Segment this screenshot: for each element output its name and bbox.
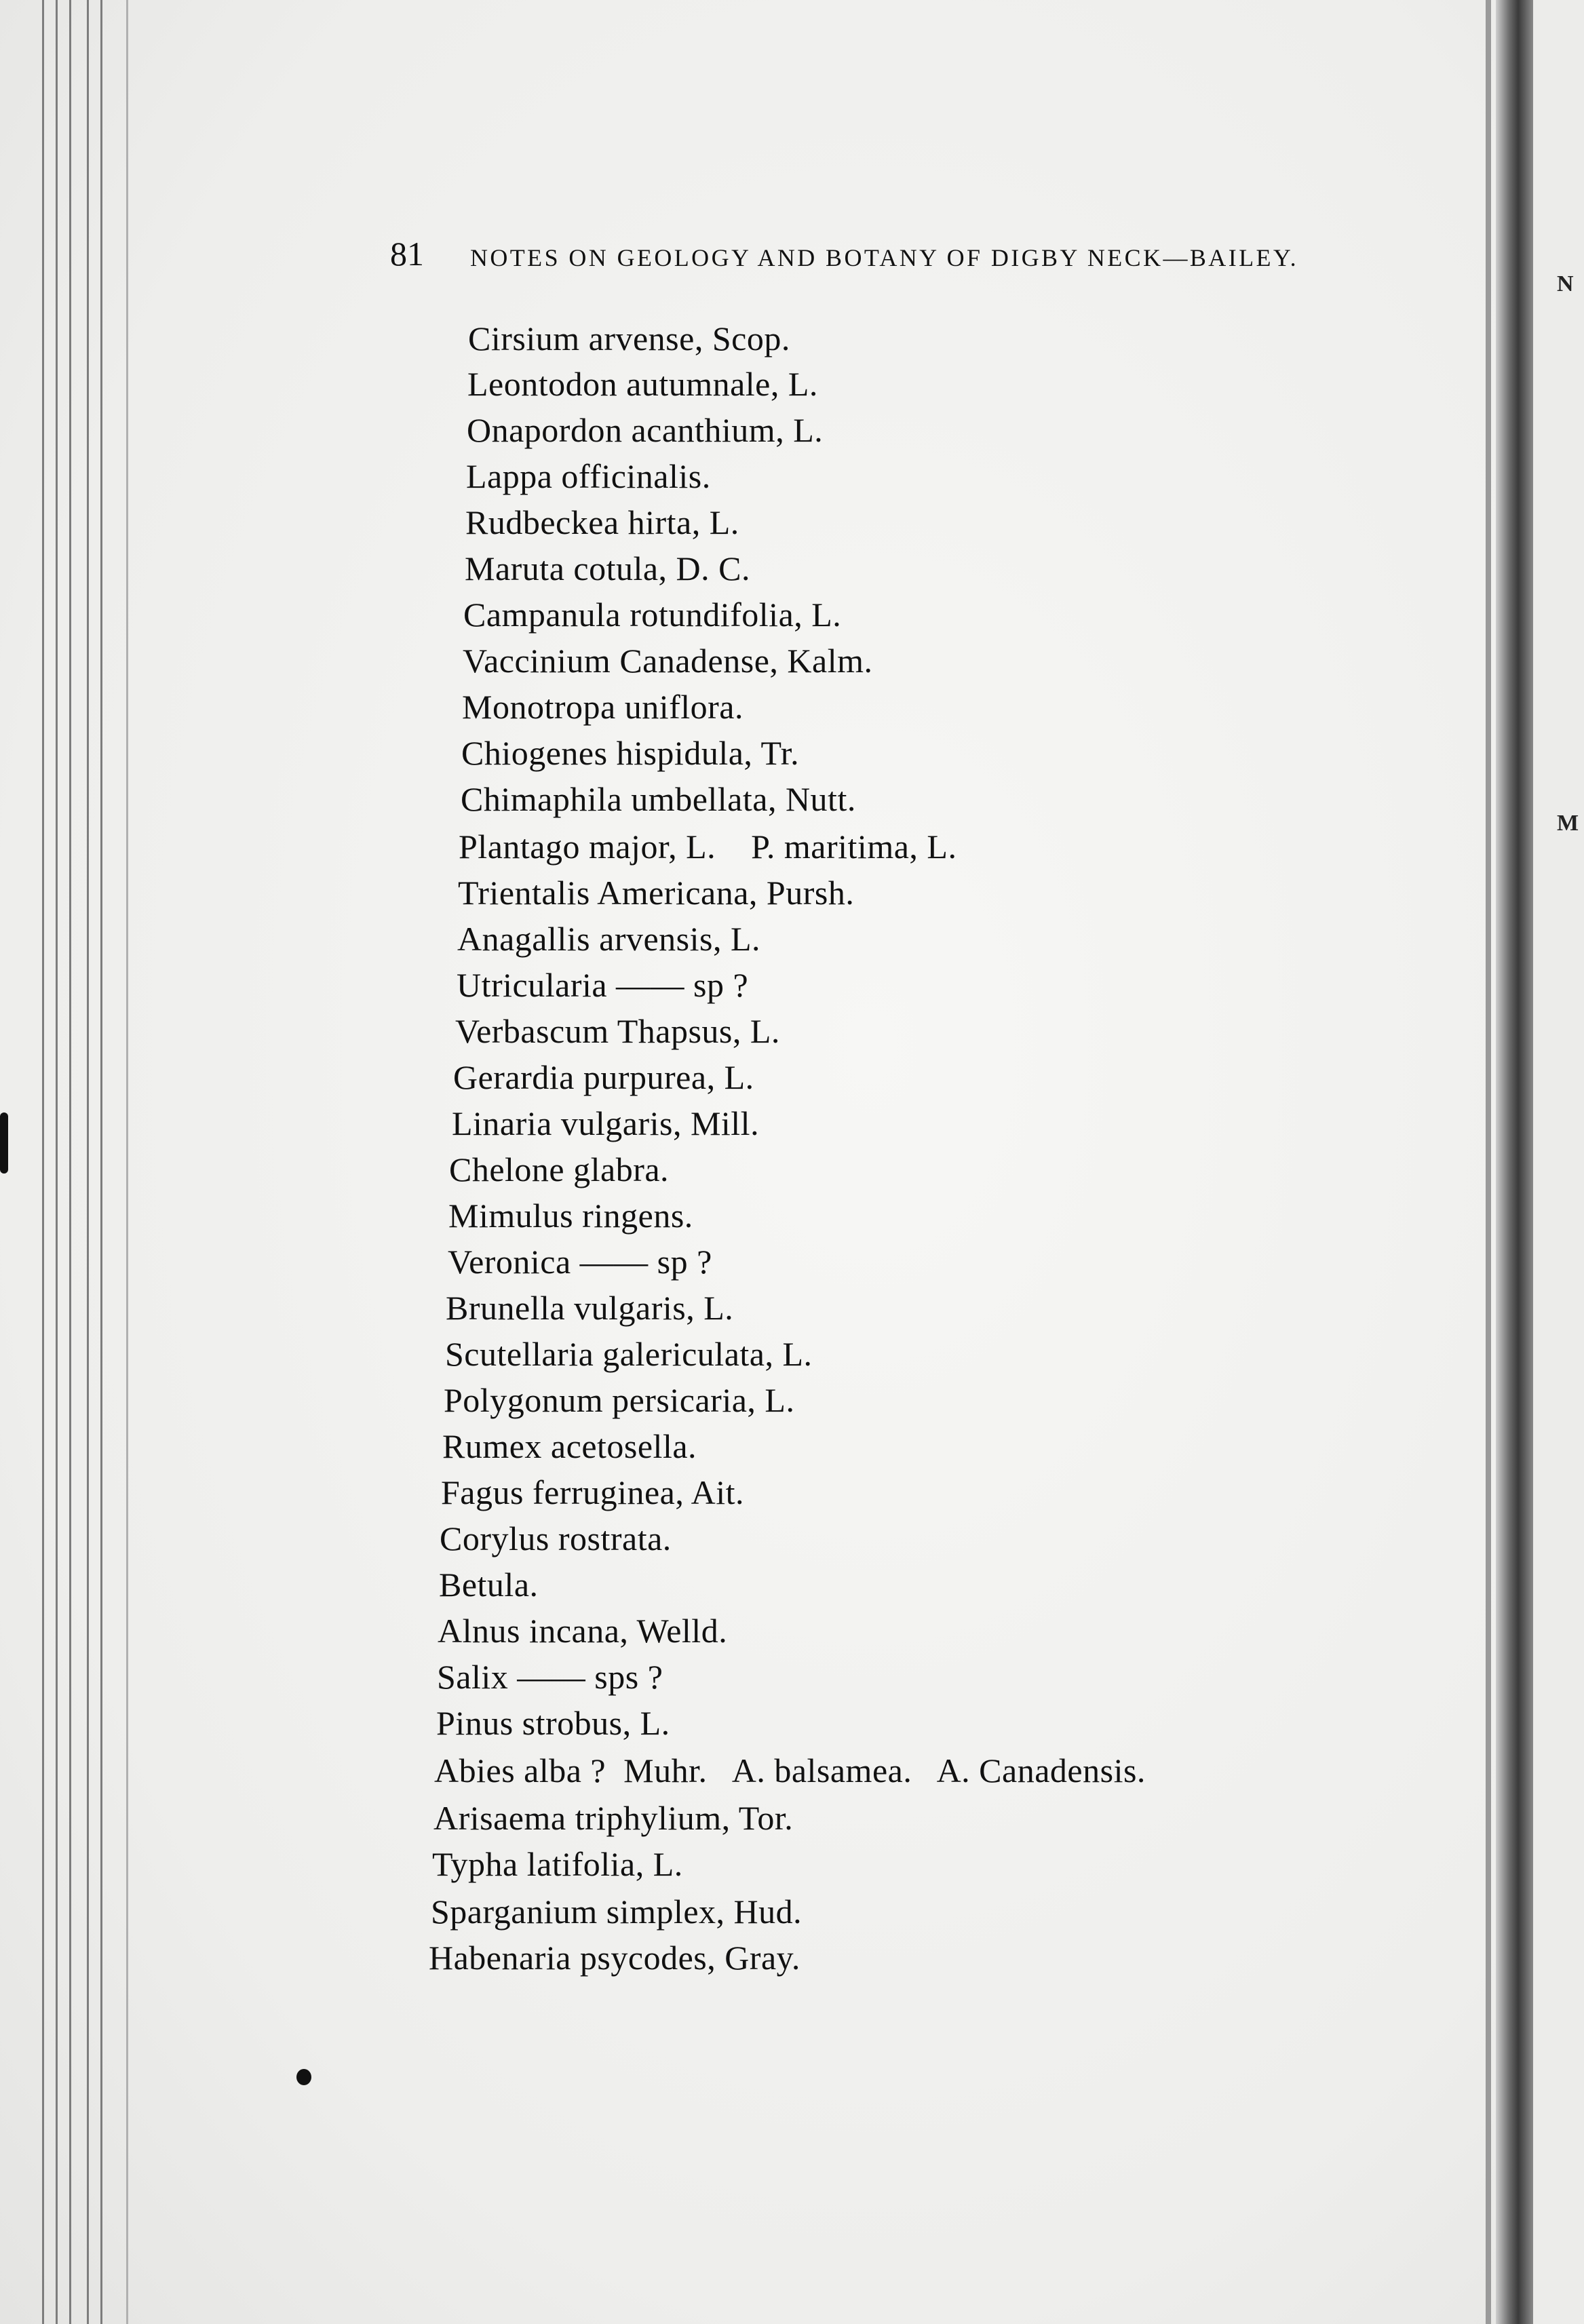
species-entry: Rudbeckea hirta, L. (465, 503, 739, 541)
facing-page-strip (1533, 0, 1584, 2324)
species-entry: Cirsium arvense, Scop. (468, 319, 790, 357)
page-edge-line (42, 0, 44, 2324)
species-entry: Veronica —— sp ? (448, 1243, 712, 1281)
species-entry: Utricularia —— sp ? (457, 966, 749, 1004)
species-entry: Campanula rotundifolia, L. (463, 596, 842, 634)
page-edge-line (69, 0, 71, 2324)
species-entry: Sparganium simplex, Hud. (431, 1893, 803, 1931)
species-entry: Fagus ferruginea, Ait. (441, 1473, 745, 1511)
page-edge-line (126, 0, 128, 2324)
stacked-page-edges (0, 0, 136, 2324)
species-entry: Habenaria psycodes, Gray. (429, 1939, 800, 1977)
species-entry: Abies alba ? Muhr. A. balsamea. A. Canadensis. (434, 1751, 1146, 1789)
species-entry: Maruta cotula, D. C. (465, 549, 751, 587)
species-entry: Monotropa uniflora. (462, 688, 743, 726)
species-entry: Chimaphila umbellata, Nutt. (461, 780, 856, 818)
facing-page-fragment: N (1557, 271, 1575, 296)
species-entry: Alnus incana, Welld. (438, 1612, 728, 1650)
species-entry: Chelone glabra. (449, 1150, 670, 1188)
species-entry: Leontodon autumnale, L. (467, 365, 818, 403)
species-entry: Salix —— sps ? (437, 1658, 663, 1696)
species-entry: Vaccinium Canadense, Kalm. (463, 642, 873, 680)
species-entry: Onapordon acanthium, L. (467, 411, 824, 449)
page-edge-line (100, 0, 102, 2324)
species-entry: Brunella vulgaris, L. (446, 1289, 734, 1327)
running-title: NOTES ON GEOLOGY AND BOTANY OF DIGBY NECK—BAILEY. (470, 244, 1299, 271)
species-entry: Polygonum persicaria, L. (444, 1381, 795, 1419)
species-entry: Typha latifolia, L. (432, 1845, 683, 1883)
species-entry: Chiogenes hispidula, Tr. (461, 734, 800, 772)
page-edge-line (87, 0, 89, 2324)
running-header (390, 234, 1482, 275)
book-gutter-shadow (1496, 0, 1533, 2324)
species-entry: Gerardia purpurea, L. (453, 1058, 754, 1096)
gutter-edge (1486, 0, 1491, 2324)
species-entry: Plantago major, L. P. maritima, L. (459, 828, 957, 866)
species-entry: Anagallis arvensis, L. (457, 920, 761, 958)
species-entry: Mimulus ringens. (448, 1197, 693, 1235)
ink-spot (0, 1112, 8, 1174)
species-entry: Scutellaria galericulata, L. (445, 1335, 813, 1373)
species-entry: Rumex acetosella. (442, 1427, 697, 1465)
ink-spot (296, 2069, 311, 2085)
species-entry: Linaria vulgaris, Mill. (452, 1104, 760, 1142)
species-entry: Trientalis Americana, Pursh. (458, 874, 855, 912)
species-entry: Arisaema triphylium, Tor. (433, 1799, 794, 1837)
species-entry: Lappa officinalis. (466, 457, 711, 495)
page-number: 81 (390, 235, 424, 273)
species-entry: Pinus strobus, L. (436, 1704, 670, 1742)
page-edge-line (56, 0, 58, 2324)
facing-page-fragment: M (1557, 811, 1580, 836)
species-entry: Verbascum Thapsus, L. (455, 1012, 780, 1050)
species-entry: Corylus rostrata. (440, 1519, 672, 1557)
species-entry: Betula. (439, 1566, 539, 1604)
